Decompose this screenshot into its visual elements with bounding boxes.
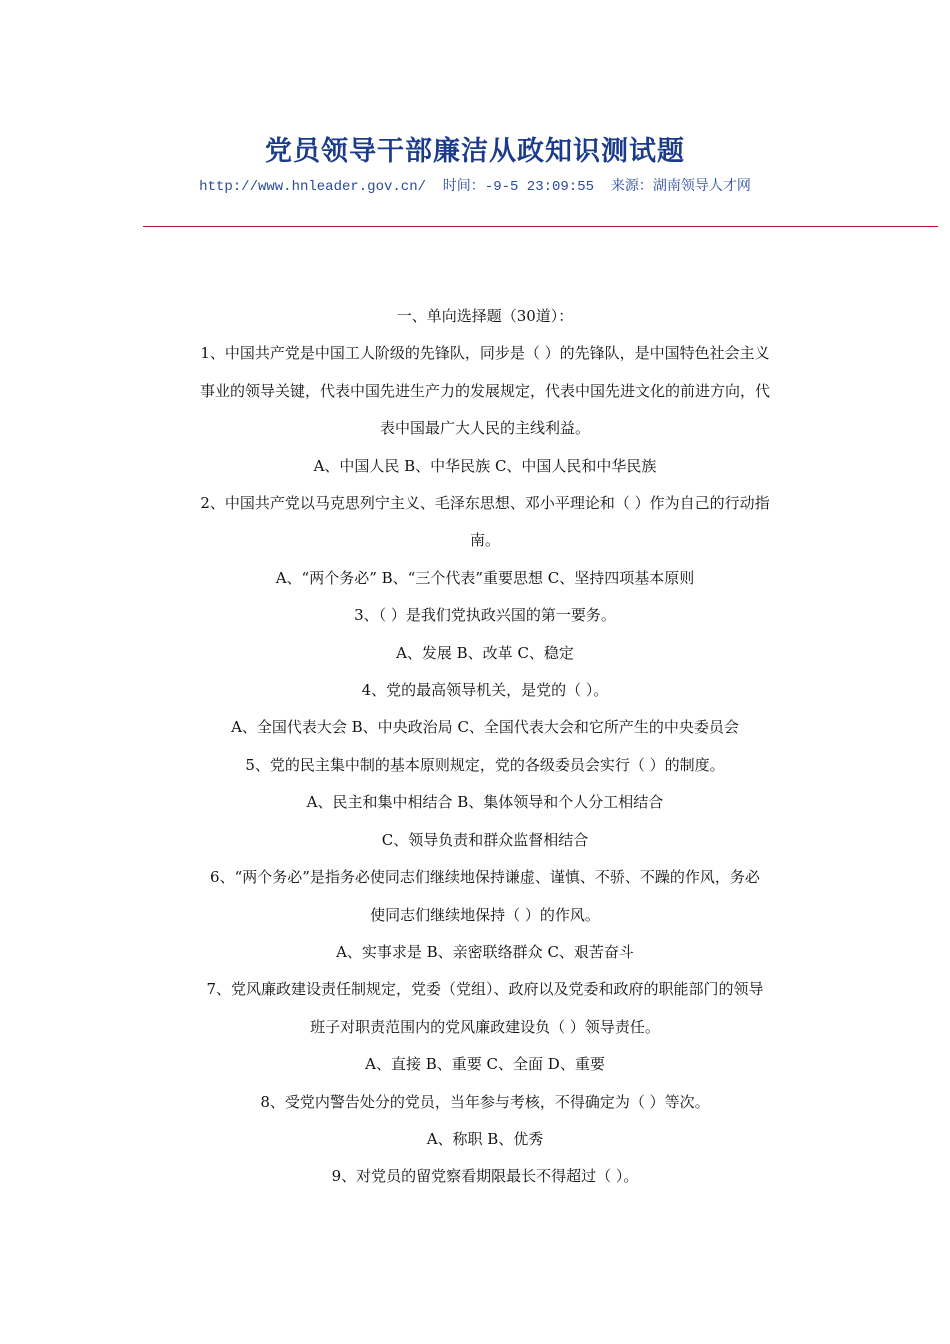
question-7-line-2: 班子对职责范围内的党风廉政建设负（ ）领导责任。	[310, 1017, 660, 1036]
question-7-line-1: 7、党风廉政建设责任制规定，党委（党组）、政府以及党委和政府的职能部门的领导	[206, 980, 764, 999]
question-5-options-line-1: A、民主和集中相结合 B、集体领导和个人分工相结合	[306, 793, 664, 812]
question-3-options: A、发展 B、改革 C、稳定	[396, 643, 574, 662]
question-8: 8、受党内警告处分的党员，当年参与考核，不得确定为（ ）等次。	[260, 1092, 710, 1111]
question-9: 9、对党员的留党察看期限最长不得超过（ ）。	[331, 1167, 639, 1186]
question-3: 3、（ ）是我们党执政兴国的第一要务。	[354, 606, 616, 625]
question-6-options: A、实事求是 B、亲密联络群众 C、艰苦奋斗	[336, 942, 634, 961]
question-2-line-2: 南。	[469, 531, 500, 550]
question-4: 4、党的最高领导机关，是党的（ ）。	[361, 681, 609, 700]
section-heading: 一、单向选择题（30道）：	[396, 307, 574, 325]
page-title: 党员领导干部廉洁从政知识测试题	[265, 136, 685, 167]
question-5-options-line-2: C、领导负责和群众监督相结合	[381, 830, 589, 849]
question-6-line-2: 使同志们继续地保持（ ）的作风。	[370, 905, 600, 924]
question-1-line-1: 1、中国共产党是中国工人阶级的先锋队，同步是（ ）的先锋队，是中国特色社会主义	[200, 344, 770, 363]
header-divider	[143, 226, 938, 227]
question-1-line-3: 表中国最广大人民的主线利益。	[379, 419, 590, 438]
question-4-options: A、全国代表大会 B、中央政治局 C、全国代表大会和它所产生的中央委员会	[231, 718, 739, 737]
question-1-options: A、中国人民 B、中华民族 C、中国人民和中华民族	[313, 456, 657, 475]
article-body	[155, 298, 815, 1196]
question-5: 5、党的民主集中制的基本原则规定，党的各级委员会实行（ ）的制度。	[245, 755, 725, 774]
question-2-line-1: 2、中国共产党以马克思列宁主义、毛泽东思想、邓小平理论和（ ）作为自己的行动指	[200, 494, 770, 513]
question-8-options: A、称职 B、优秀	[426, 1129, 544, 1148]
question-1-line-2: 事业的领导关键，代表中国先进生产力的发展规定，代表中国先进文化的前进方向，代	[199, 381, 770, 400]
article-meta: http://www.hnleader.gov.cn/ 时间：-9-5 23:09:55 来源：湖南领导人才网	[199, 179, 751, 195]
question-7-options: A、直接 B、重要 C、全面 D、重要	[365, 1055, 605, 1074]
question-2-options: A、“两个务必” B、“三个代表”重要思想 C、坚持四项基本原则	[275, 568, 695, 587]
question-6-line-1: 6、“两个务必”是指务必使同志们继续地保持谦虚、谨慎、不骄、不躁的作风，务必	[210, 868, 760, 887]
